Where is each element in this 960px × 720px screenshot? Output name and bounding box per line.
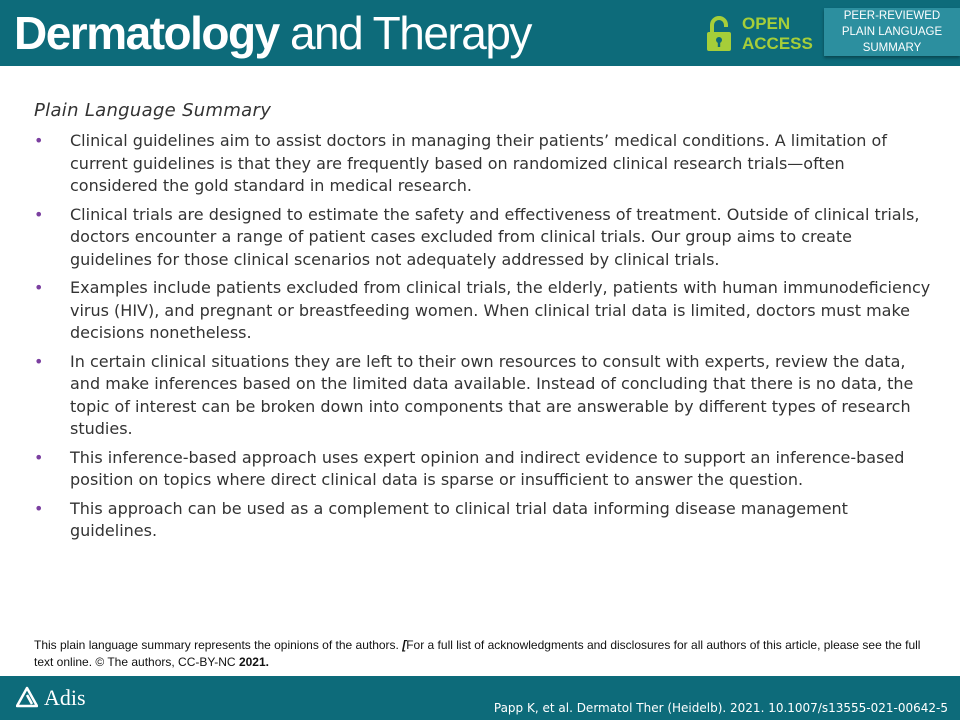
bullet-text: Clinical guidelines aim to assist doctors in managing their patients’ medical conditions. A limitation of current guidelines is that they are frequently based on randomized clinical research trials—often considered the gold standard in medical research. <box>70 131 887 195</box>
footnote-part1: This plain language summary represents the opinions of the authors. <box>34 638 403 652</box>
bullet-marker: • <box>34 498 44 518</box>
bullet-item <box>34 204 934 272</box>
badge-line-1: PEER-REVIEWED <box>843 10 941 22</box>
bullet-marker: • <box>34 278 44 297</box>
open-access-line1: OPEN <box>742 14 791 33</box>
bullet-text: In certain clinical situations they are left to their own resources to consult with experts, review the data, and make inferences based on the limited data available. Instead of concluding that there is no data, the topic of interest can be broken down into components that are answerable by different types of research studies. <box>70 351 914 438</box>
bullet-marker: • <box>34 351 44 371</box>
open-lock-icon <box>706 16 732 52</box>
bullet-text: Clinical trials are designed to estimate the safety and effectiveness of treatment. Outside of clinical trials, doctors encounter a range of patient cases excluded from clinical trials. Our group aims to create guidelines for those clinical scenarios not adequately addressed by clinical trials. <box>70 204 920 269</box>
open-access-text <box>742 14 813 54</box>
bullet-text: This approach can be used as a complement to clinical trial data informing disease management guidelines. <box>70 498 848 540</box>
footnote-year: 2021. <box>238 655 269 669</box>
journal-title <box>14 5 531 61</box>
badge-line-2: PLAIN LANGUAGE <box>841 26 943 38</box>
bullet-marker: • <box>34 131 44 150</box>
footer-bar <box>0 676 960 720</box>
bullet-item <box>34 498 934 543</box>
summary-bullet-list <box>34 130 934 549</box>
journal-title-bold: Dermatology <box>14 7 279 59</box>
bullet-text: Examples include patients excluded from clinical trials, the elderly, patients with human immunodeficiency virus (HIV), and pregnant or breastfeeding women. When clinical trial data is limited, doctors must make decisions nonetheless. <box>70 278 931 342</box>
footnote-part2: For a full list of acknowledgments and disclosures for all authors of this article, please see the full text online. © The authors, CC-BY-NC <box>34 638 921 669</box>
bullet-item <box>34 130 934 198</box>
footnote-bracket: [ <box>402 638 407 652</box>
citation-text: Papp K, et al. Dermatol Ther (Heidelb). 2021. 10.1007/s13555-021-00642-5 <box>493 701 948 715</box>
disclosure-footnote <box>34 637 934 671</box>
bullet-item <box>34 277 934 345</box>
header-bar <box>0 0 960 66</box>
adis-logo-text: Adis <box>44 685 86 710</box>
peer-reviewed-badge <box>824 8 960 56</box>
journal-title-rest: and Therapy <box>278 7 531 59</box>
bullet-marker: • <box>34 204 44 224</box>
bullet-text: This inference-based approach uses expert opinion and indirect evidence to support an inference-based position on topics where direct clinical data is sparse or insufficient to answer the question. <box>70 447 905 489</box>
bullet-item <box>34 447 934 492</box>
bullet-item <box>34 351 934 441</box>
badge-line-3: SUMMARY <box>862 42 922 54</box>
summary-heading: Plain Language Summary <box>34 100 272 121</box>
open-access-line2: ACCESS <box>742 34 813 53</box>
adis-triangle-icon <box>16 686 38 708</box>
bullet-marker: • <box>34 447 44 467</box>
